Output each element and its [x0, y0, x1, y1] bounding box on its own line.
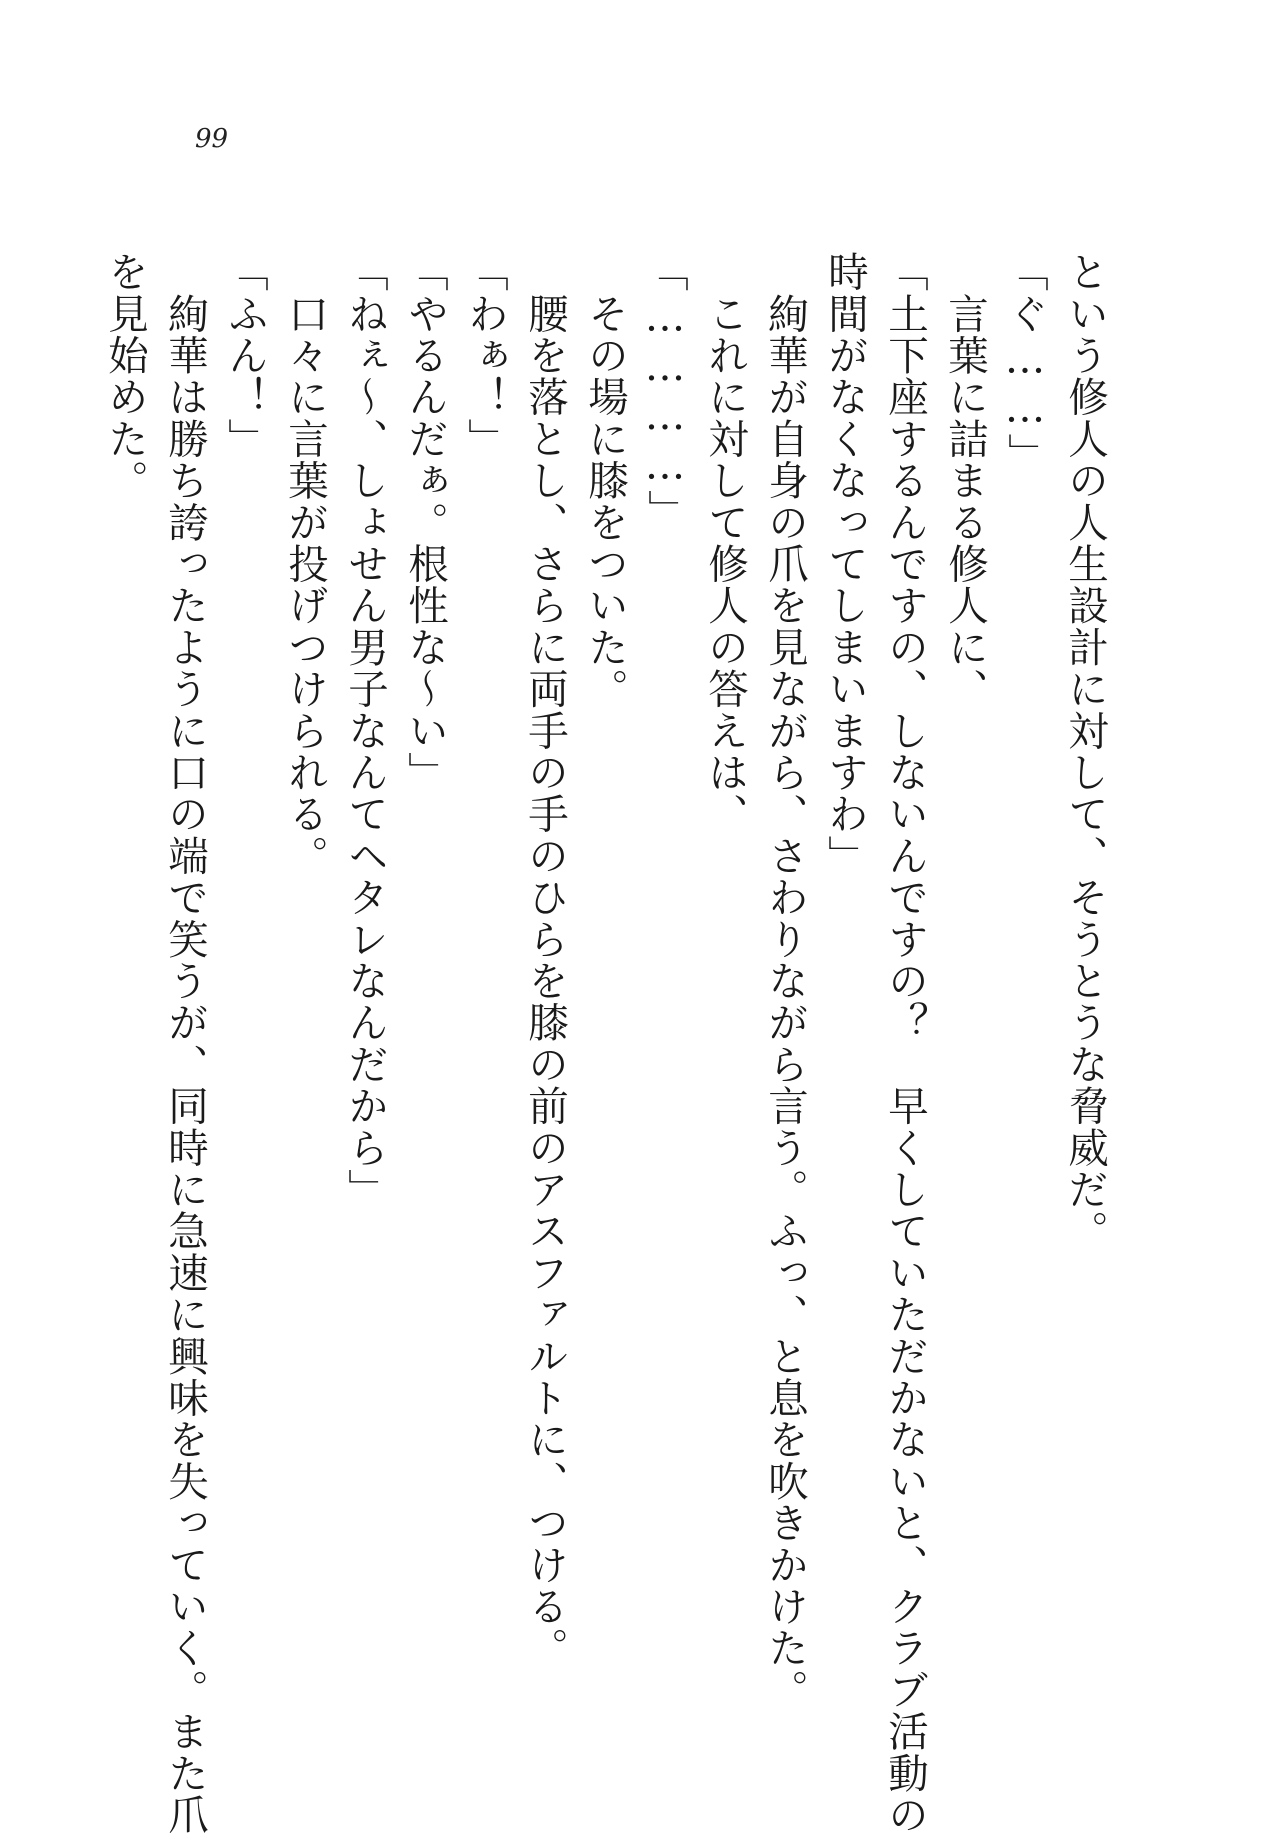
text-line: 時間がなくなってしまいますわ」: [821, 251, 869, 877]
text-line: 「わぁ！」: [461, 251, 509, 460]
text-line: 口々に言葉が投げつけられる。: [281, 251, 329, 877]
text-line: 「やるんだぁ。根性な～い」: [401, 251, 449, 794]
page-number: 99: [195, 124, 229, 154]
text-line: 言葉に詰まる修人に、: [941, 251, 989, 710]
text-line: 腰を落とし、さらに両手の手のひらを膝の前のアスファルトに、つける。: [521, 251, 569, 1669]
text-line: 絢華が自身の爪を見ながら、さわりながら言う。ふっ、と息を吹きかけた。: [761, 251, 809, 1711]
text-line: 「土下座するんですの、しないんですの？ 早くしていただかないと、クラブ活動の: [881, 251, 929, 1836]
text-line: その場に膝をついた。: [581, 251, 629, 710]
text-line: 絢華は勝ち誇ったように口の端で笑うが、同時に急速に興味を失っていく。また爪: [161, 251, 209, 1836]
text-line: 「…………」: [641, 251, 689, 532]
text-line: 「ぐ……」: [1001, 251, 1049, 475]
text-line: を見始めた。: [101, 251, 149, 502]
text-line: という修人の人生設計に対して、そうとうな脅威だ。: [1061, 251, 1109, 1252]
text-line: 「ふん！」: [221, 251, 269, 460]
text-line: 「ねぇ～、しょせん男子なんてヘタレなんだから」: [341, 251, 389, 1211]
text-line: これに対して修人の答えは、: [701, 251, 749, 835]
